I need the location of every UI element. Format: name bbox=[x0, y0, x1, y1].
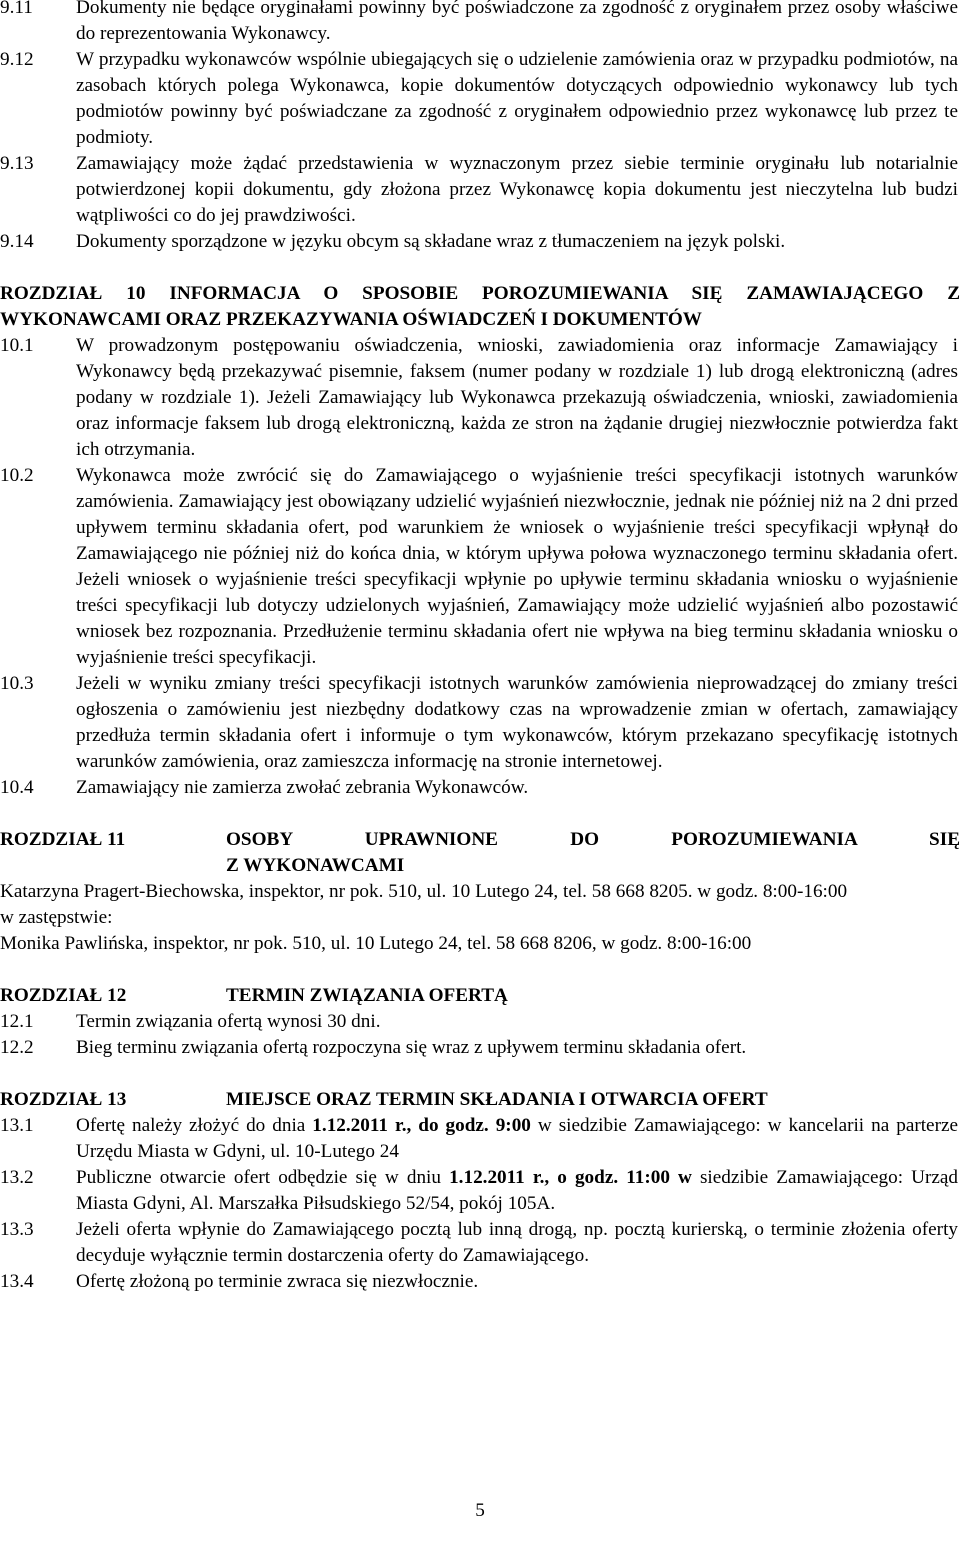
item-text bbox=[76, 1113, 960, 1165]
item-number: 10.2 bbox=[0, 465, 34, 486]
chapter-title: TERMIN ZWIĄZANIA OFERTĄ bbox=[226, 985, 508, 1006]
item-number: 13.4 bbox=[0, 1271, 34, 1292]
list-item bbox=[0, 1009, 960, 1035]
chapter-10-heading: ROZDZIAŁ 10 INFORMACJA O SPOSOBIE POROZUMIEWANIA SIĘ ZAMAWIAJĄCEGO Z WYKONAWCAMI ORAZ PRZEKAZYWANIA OŚWIADCZEŃ I DOKUMENTÓW bbox=[0, 283, 960, 330]
item-text: Zamawiający może żądać przedstawienia w wyznaczonym przez siebie terminie oryginału lub notarialnie potwierdzonej kopii dokumentu, gdy złożona przez Wykonawcę kopia dokumentu jest nieczytelna lub budzi wątpliwości co do jej prawdziwości. bbox=[76, 153, 958, 226]
chapter-13 bbox=[0, 1087, 960, 1295]
item-text: Termin związania ofertą wynosi 30 dni. bbox=[76, 1011, 381, 1032]
list-item bbox=[0, 1217, 960, 1269]
item-text-part: siedzibie Zamawiającego: Urząd Miasta Gdyni, Al. Marszałka Piłsudskiego 52/54, pokój 105A. bbox=[76, 1167, 958, 1214]
item-number: 12.2 bbox=[0, 1037, 34, 1058]
item-text-part: w siedzibie Zamawiającego: w kancelarii na parterze Urzędu Miasta w Gdyni, ul. 10-Lutego 24 bbox=[76, 1115, 958, 1162]
item-text-part: Publiczne otwarcie ofert odbędzie się w dniu bbox=[76, 1167, 450, 1188]
contact-substitute: Monika Pawlińska, inspektor, nr pok. 510, ul. 10 Lutego 24, tel. 58 668 8206, w godz. 8:00-16:00 bbox=[0, 933, 752, 954]
item-text: W przypadku wykonawców wspólnie ubiegających się o udzielenie zamówienia oraz w przypadku podmiotów, na zasobach których polega Wykonawca, kopie dokumentów dotyczących odpowiednio wykonawcy lub tych podmiotów powinny być poświadczane za zgodność z oryginałem odpowiednio przez wykonawcę lub przez te podmioty. bbox=[76, 49, 958, 148]
heading-indent bbox=[0, 853, 226, 879]
list-item bbox=[0, 0, 960, 47]
item-text: Dokumenty sporządzone w języku obcym są składane wraz z tłumaczeniem na język polski. bbox=[76, 231, 786, 252]
item-number: 13.2 bbox=[0, 1167, 34, 1188]
chapter-label: ROZDZIAŁ 13 bbox=[0, 1089, 127, 1110]
item-text: Jeżeli oferta wpłynie do Zamawiającego pocztą lub inną drogą, np. pocztą kurierską, o terminie złożenia oferty decyduje wyłącznie termin dostarczenia oferty do Zamawiającego. bbox=[76, 1219, 958, 1266]
list-item bbox=[0, 333, 960, 463]
chapter-label: ROZDZIAŁ 12 bbox=[0, 985, 127, 1006]
list-item bbox=[0, 1035, 960, 1061]
item-text bbox=[76, 1165, 960, 1217]
item-number: 9.13 bbox=[0, 153, 34, 174]
section-9-items bbox=[0, 0, 960, 255]
chapter-12-heading bbox=[0, 983, 960, 1009]
list-item bbox=[0, 463, 960, 671]
item-number: 10.3 bbox=[0, 673, 34, 694]
list-item bbox=[0, 1269, 960, 1295]
item-number: 9.12 bbox=[0, 49, 34, 70]
chapter-12 bbox=[0, 983, 960, 1061]
chapter-11 bbox=[0, 827, 960, 957]
list-item bbox=[0, 1113, 960, 1165]
page-number: 5 bbox=[475, 1500, 485, 1521]
chapter-11-heading bbox=[0, 827, 960, 853]
contact-primary: Katarzyna Pragert-Biechowska, inspektor, nr pok. 510, ul. 10 Lutego 24, tel. 58 668 8205. w godz. 8:00-16:00 bbox=[0, 881, 848, 902]
item-number: 12.1 bbox=[0, 1011, 34, 1032]
list-item bbox=[0, 47, 960, 151]
chapter-13-heading bbox=[0, 1087, 960, 1113]
chapter-title: OSOBY UPRAWNIONE DO POROZUMIEWANIA SIĘ bbox=[226, 829, 960, 850]
item-number: 13.3 bbox=[0, 1219, 34, 1240]
item-number: 9.11 bbox=[0, 0, 33, 18]
item-text: Zamawiający nie zamierza zwołać zebrania Wykonawców. bbox=[76, 777, 529, 798]
item-text: Bieg terminu związania ofertą rozpoczyna się wraz z upływem terminu składania ofert. bbox=[76, 1037, 747, 1058]
list-item bbox=[0, 775, 960, 801]
item-text: Dokumenty nie będące oryginałami powinny być poświadczone za zgodność z oryginałem przez osoby właściwe do reprezentowania Wykonawcy. bbox=[76, 0, 958, 44]
item-text: W prowadzonym postępowaniu oświadczenia, wnioski, zawiadomienia oraz informacje Zamawiający i Wykonawcy będą przekazywać pisemnie, faksem (numer podany w rozdziale 1) lub drogą elektroniczną (adres podany w rozdziale 1). Jeżeli Zamawiający lub Wykonawca przekazują oświadczenia, wnioski, zawiadomienia oraz informacje faksem lub drogą elektroniczną, każda ze stron na żądanie drugiej niezwłocznie potwierdza fakt ich otrzymania. bbox=[76, 335, 958, 460]
chapter-title: MIEJSCE ORAZ TERMIN SKŁADANIA I OTWARCIA OFERT bbox=[226, 1089, 768, 1110]
chapter-10-items bbox=[0, 333, 960, 801]
item-text: Ofertę złożoną po terminie zwraca się niezwłocznie. bbox=[76, 1271, 479, 1292]
item-text-part: Ofertę należy złożyć do dnia bbox=[76, 1115, 313, 1136]
item-number: 13.1 bbox=[0, 1115, 34, 1136]
chapter-title-continued: Z WYKONAWCAMI bbox=[226, 855, 405, 876]
chapter-11-heading-continued bbox=[0, 853, 960, 879]
deadline-emphasis: 1.12.2011 r., do godz. 9:00 bbox=[312, 1115, 531, 1136]
list-item bbox=[0, 229, 960, 255]
list-item bbox=[0, 151, 960, 229]
substitute-label: w zastępstwie: bbox=[0, 907, 113, 928]
item-text: Wykonawca może zwrócić się do Zamawiającego o wyjaśnienie treści specyfikacji istotnych warunków zamówienia. Zamawiający jest obowiązany udzielić wyjaśnień niezwłocznie, jednak nie później niż na 2 dni przed upływem terminu składania ofert, pod warunkiem że wniosek o wyjaśnienie treści specyfikacji wpłynął do Zamawiającego nie później niż do końca dnia, w którym upływa połowa wyznaczonego terminu składania ofert. Jeżeli wniosek o wyjaśnienie treści specyfikacji wpłynie po upływie terminu składania wniosku o wyjaśnienie treści specyfikacji lub dotyczy udzielonych wyjaśnień, Zamawiający może udzielić wyjaśnień albo pozostawić wniosek bez rozpoznania. Przedłużenie terminu składania ofert nie wpływa na bieg terminu składania wniosku o wyjaśnienie treści specyfikacji. bbox=[76, 465, 958, 668]
item-text: Jeżeli w wyniku zmiany treści specyfikacji istotnych warunków zamówienia nieprowadzącej do zmiany treści ogłoszenia o zamówieniu jest niezbędny dodatkowy czas na wprowadzenie zmian w ofertach, zamawiający przedłuża termin składania ofert i informuje o tym wykonawców, którym przekazano specyfikację istotnych warunków zamówienia, oraz zamieszcza informację na stronie internetowej. bbox=[76, 673, 958, 772]
item-number: 10.4 bbox=[0, 777, 34, 798]
item-number: 10.1 bbox=[0, 335, 34, 356]
chapter-label: ROZDZIAŁ 11 bbox=[0, 829, 126, 850]
list-item bbox=[0, 1165, 960, 1217]
list-item bbox=[0, 671, 960, 775]
item-number: 9.14 bbox=[0, 231, 34, 252]
opening-emphasis: 1.12.2011 r., o godz. 11:00 w bbox=[449, 1167, 692, 1188]
